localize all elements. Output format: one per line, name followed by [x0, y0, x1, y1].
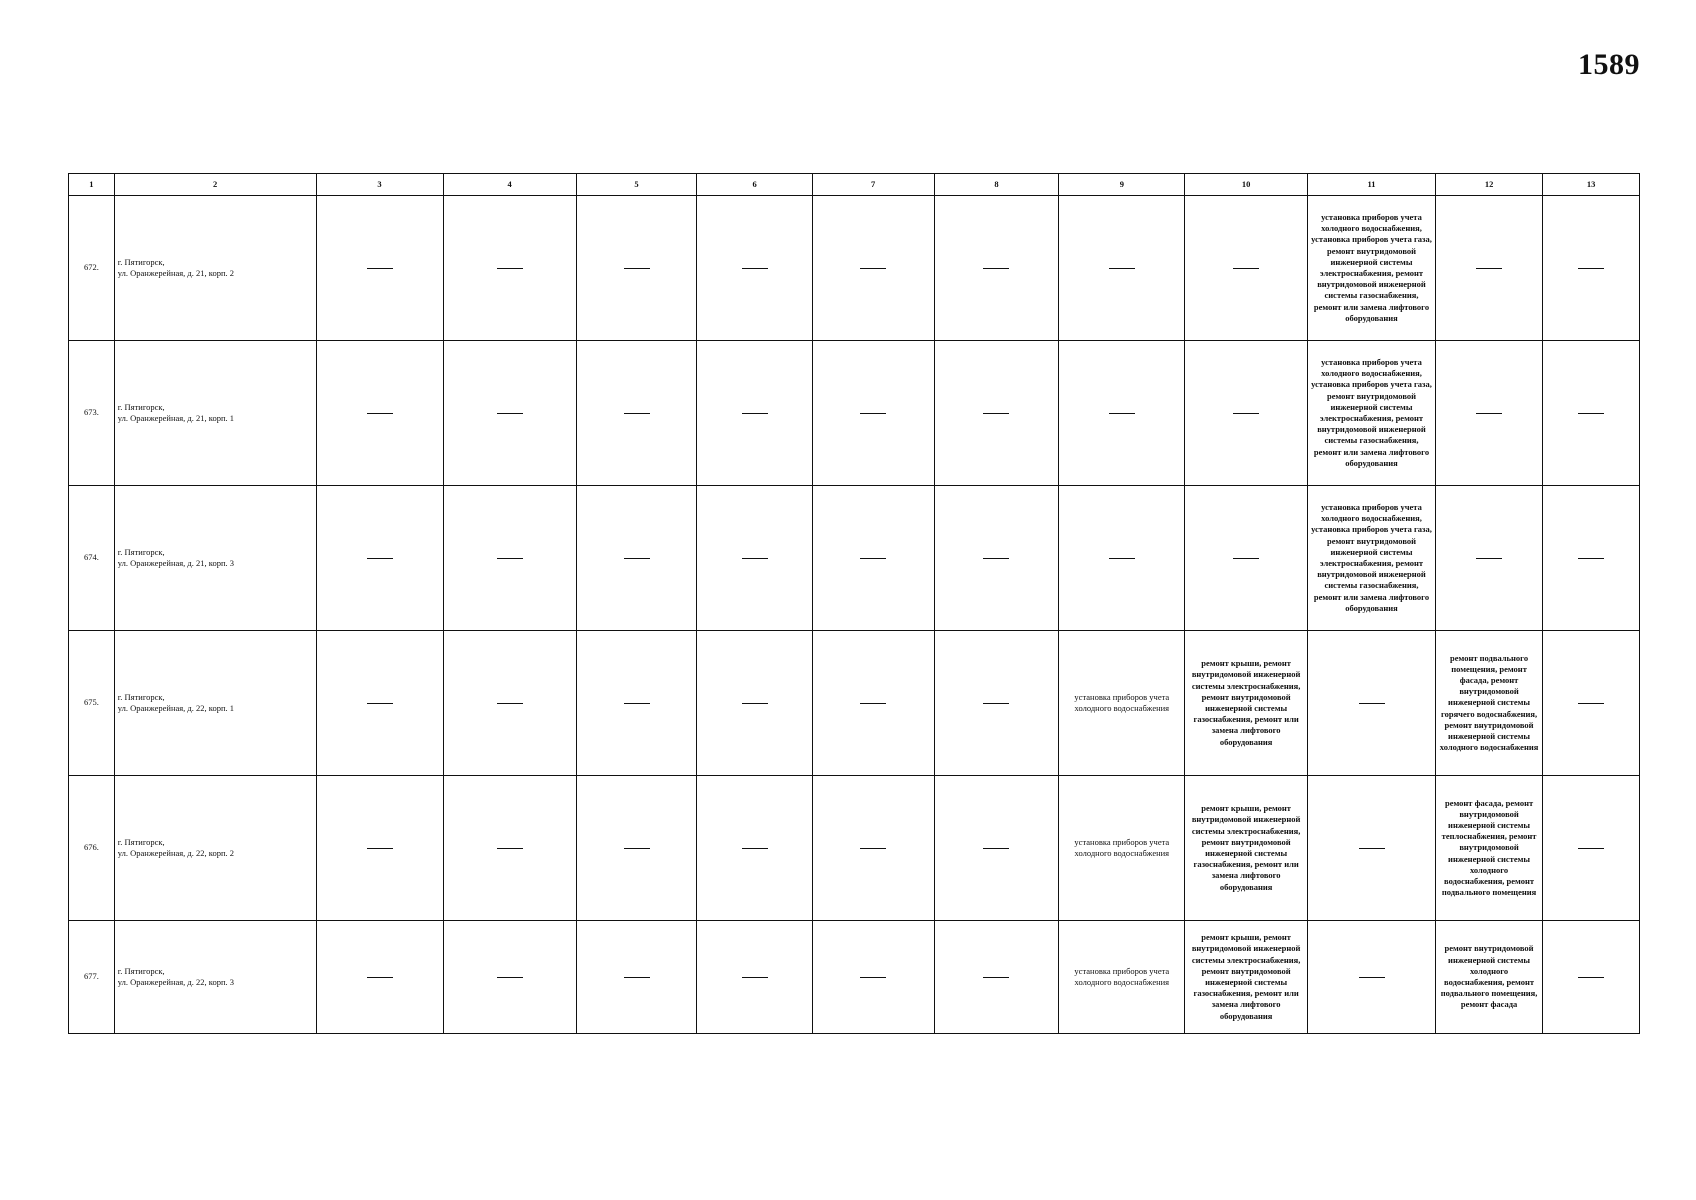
empty-cell: [934, 776, 1059, 921]
column-header: 13: [1543, 174, 1640, 196]
dash-mark: [497, 413, 523, 415]
empty-cell: [697, 631, 812, 776]
row-number-cell: [69, 631, 115, 776]
empty-cell: [1059, 486, 1185, 631]
col11-cell: [1308, 341, 1436, 486]
empty-cell: [697, 486, 812, 631]
dash-mark: [742, 413, 768, 415]
col10-text: ремонт крыши, ремонт внутридомовой инженерной системы электроснабжения, ремонт внутридомовой инженерной системы газоснабжения, ремонт или замена лифтового оборудования: [1191, 803, 1301, 892]
dash-mark: [497, 977, 523, 979]
empty-cell: [443, 196, 576, 341]
table-row: [69, 921, 1640, 1034]
empty-cell: [443, 341, 576, 486]
empty-cell: [1435, 196, 1542, 341]
row-number: 674.: [83, 552, 99, 563]
dash-mark: [983, 558, 1009, 560]
dash-mark: [1578, 848, 1604, 850]
repair-program-table: [68, 173, 1640, 1034]
address-cell: [114, 776, 316, 921]
empty-cell: [1543, 486, 1640, 631]
dash-mark: [983, 977, 1009, 979]
dash-mark: [367, 703, 393, 705]
empty-cell: [316, 196, 443, 341]
empty-cell: [1543, 776, 1640, 921]
empty-cell: [316, 631, 443, 776]
empty-cell: [576, 921, 697, 1034]
dash-mark: [860, 558, 886, 560]
column-header: 8: [934, 174, 1059, 196]
column-header: 3: [316, 174, 443, 196]
row-number-cell: [69, 921, 115, 1034]
column-header: 5: [576, 174, 697, 196]
address-line: ул. Оранжерейная, д. 22, корп. 3: [117, 977, 235, 987]
col9-text: установка приборов учета холодного водоснабжения: [1074, 965, 1170, 987]
address-cell: [114, 486, 316, 631]
dash-mark: [624, 703, 650, 705]
col11-text: установка приборов учета холодного водоснабжения, установка приборов учета газа, ремонт внутридомовой инженерной системы электроснабжения, ремонт внутридомовой инженерной системы газоснабжения, ремонт или замена лифтового оборудования: [1311, 356, 1432, 468]
address-line: г. Пятигорск,: [117, 401, 165, 412]
address-line: г. Пятигорск,: [117, 546, 165, 557]
col9-text: установка приборов учета холодного водоснабжения: [1074, 691, 1170, 713]
dash-mark: [497, 703, 523, 705]
empty-cell: [1308, 921, 1436, 1034]
column-header: 12: [1435, 174, 1542, 196]
empty-cell: [576, 341, 697, 486]
col10-text: ремонт крыши, ремонт внутридомовой инженерной системы электроснабжения, ремонт внутридомовой инженерной системы газоснабжения, ремонт или замена лифтового оборудования: [1191, 932, 1301, 1021]
dash-mark: [742, 977, 768, 979]
address-cell: [114, 196, 316, 341]
address-line: г. Пятигорск,: [117, 965, 165, 976]
empty-cell: [1543, 341, 1640, 486]
col12-cell: [1435, 921, 1542, 1034]
empty-cell: [1308, 776, 1436, 921]
empty-cell: [812, 776, 934, 921]
row-number: 676.: [83, 842, 99, 853]
dash-mark: [860, 703, 886, 705]
column-header: 6: [697, 174, 812, 196]
col12-text: ремонт подвального помещения, ремонт фасада, ремонт внутридомовой инженерной системы горячего водоснабжения, ремонт внутридомовой инженерной системы холодного водоснабжения: [1439, 652, 1539, 753]
dash-mark: [367, 413, 393, 415]
empty-cell: [697, 196, 812, 341]
dash-mark: [1233, 413, 1259, 415]
row-number: 675.: [83, 697, 99, 708]
address-line: ул. Оранжерейная, д. 21, корп. 3: [117, 558, 235, 568]
address-line: г. Пятигорск,: [117, 691, 165, 702]
dash-mark: [1578, 268, 1604, 270]
column-header: 11: [1308, 174, 1436, 196]
col10-cell: [1185, 776, 1308, 921]
dash-mark: [983, 703, 1009, 705]
dash-mark: [1233, 558, 1259, 560]
row-number-cell: [69, 776, 115, 921]
row-number: 672.: [83, 262, 99, 273]
address-line: г. Пятигорск,: [117, 836, 165, 847]
empty-cell: [1059, 196, 1185, 341]
dash-mark: [1578, 703, 1604, 705]
dash-mark: [983, 848, 1009, 850]
empty-cell: [812, 921, 934, 1034]
empty-cell: [1435, 486, 1542, 631]
dash-mark: [1109, 558, 1135, 560]
row-number: 673.: [83, 407, 99, 418]
dash-mark: [367, 558, 393, 560]
empty-cell: [1435, 341, 1542, 486]
col9-cell: [1059, 921, 1185, 1034]
table-row: [69, 486, 1640, 631]
empty-cell: [1185, 196, 1308, 341]
empty-cell: [443, 631, 576, 776]
empty-cell: [576, 486, 697, 631]
table-row: [69, 776, 1640, 921]
empty-cell: [934, 196, 1059, 341]
dash-mark: [367, 977, 393, 979]
empty-cell: [1543, 631, 1640, 776]
column-header: 1: [69, 174, 115, 196]
address-line: ул. Оранжерейная, д. 21, корп. 1: [117, 413, 235, 423]
table-row: [69, 196, 1640, 341]
page-number: 1589: [1578, 48, 1640, 81]
row-number-cell: [69, 196, 115, 341]
address-line: г. Пятигорск,: [117, 256, 165, 267]
col11-text: установка приборов учета холодного водоснабжения, установка приборов учета газа, ремонт внутридомовой инженерной системы электроснабжения, ремонт внутридомовой инженерной системы газоснабжения, ремонт или замена лифтового оборудования: [1311, 501, 1432, 613]
empty-cell: [1185, 341, 1308, 486]
dash-mark: [742, 268, 768, 270]
empty-cell: [934, 486, 1059, 631]
empty-cell: [316, 921, 443, 1034]
row-number-cell: [69, 341, 115, 486]
dash-mark: [1578, 977, 1604, 979]
column-header: 10: [1185, 174, 1308, 196]
empty-cell: [316, 341, 443, 486]
dash-mark: [742, 848, 768, 850]
col11-cell: [1308, 486, 1436, 631]
dash-mark: [1476, 268, 1502, 270]
col12-text: ремонт внутридомовой инженерной системы холодного водоснабжения, ремонт подвального помещения, ремонт фасада: [1440, 943, 1538, 1010]
empty-cell: [1543, 196, 1640, 341]
empty-cell: [1543, 921, 1640, 1034]
dash-mark: [742, 558, 768, 560]
dash-mark: [624, 268, 650, 270]
column-number-header-row: [69, 174, 1640, 196]
col11-cell: [1308, 196, 1436, 341]
dash-mark: [367, 268, 393, 270]
address-line: ул. Оранжерейная, д. 22, корп. 1: [117, 703, 235, 713]
col9-text: установка приборов учета холодного водоснабжения: [1074, 836, 1170, 858]
table-row: [69, 631, 1640, 776]
empty-cell: [697, 776, 812, 921]
dash-mark: [367, 848, 393, 850]
empty-cell: [576, 776, 697, 921]
col10-cell: [1185, 921, 1308, 1034]
empty-cell: [812, 631, 934, 776]
dash-mark: [1233, 268, 1259, 270]
empty-cell: [1059, 341, 1185, 486]
empty-cell: [812, 486, 934, 631]
dash-mark: [1109, 268, 1135, 270]
col9-cell: [1059, 631, 1185, 776]
empty-cell: [934, 341, 1059, 486]
row-number-cell: [69, 486, 115, 631]
col9-cell: [1059, 776, 1185, 921]
address-cell: [114, 921, 316, 1034]
col11-text: установка приборов учета холодного водоснабжения, установка приборов учета газа, ремонт внутридомовой инженерной системы электроснабжения, ремонт внутридомовой инженерной системы газоснабжения, ремонт или замена лифтового оборудования: [1311, 211, 1432, 323]
dash-mark: [1578, 413, 1604, 415]
dash-mark: [983, 268, 1009, 270]
column-header: 9: [1059, 174, 1185, 196]
dash-mark: [624, 848, 650, 850]
empty-cell: [576, 631, 697, 776]
row-number: 677.: [83, 971, 99, 982]
empty-cell: [697, 921, 812, 1034]
address-cell: [114, 631, 316, 776]
address-line: ул. Оранжерейная, д. 21, корп. 2: [117, 268, 235, 278]
dash-mark: [624, 977, 650, 979]
address-line: ул. Оранжерейная, д. 22, корп. 2: [117, 848, 235, 858]
dash-mark: [742, 703, 768, 705]
dash-mark: [1476, 413, 1502, 415]
dash-mark: [1359, 848, 1385, 850]
empty-cell: [443, 486, 576, 631]
dash-mark: [983, 413, 1009, 415]
dash-mark: [1578, 558, 1604, 560]
empty-cell: [316, 776, 443, 921]
empty-cell: [1185, 486, 1308, 631]
column-header: 7: [812, 174, 934, 196]
empty-cell: [812, 196, 934, 341]
empty-cell: [934, 921, 1059, 1034]
col10-text: ремонт крыши, ремонт внутридомовой инженерной системы электроснабжения, ремонт внутридомовой инженерной системы газоснабжения, ремонт или замена лифтового оборудования: [1191, 658, 1301, 747]
empty-cell: [934, 631, 1059, 776]
dash-mark: [497, 848, 523, 850]
empty-cell: [812, 341, 934, 486]
dash-mark: [1359, 703, 1385, 705]
empty-cell: [316, 486, 443, 631]
dash-mark: [497, 558, 523, 560]
dash-mark: [860, 413, 886, 415]
dash-mark: [497, 268, 523, 270]
dash-mark: [860, 977, 886, 979]
col12-text: ремонт фасада, ремонт внутридомовой инженерной системы теплоснабжения, ремонт внутридомовой инженерной системы холодного водоснабжения, ремонт подвального помещения: [1441, 797, 1537, 898]
dash-mark: [1476, 558, 1502, 560]
empty-cell: [576, 196, 697, 341]
dash-mark: [860, 848, 886, 850]
col12-cell: [1435, 776, 1542, 921]
col10-cell: [1185, 631, 1308, 776]
empty-cell: [697, 341, 812, 486]
empty-cell: [443, 921, 576, 1034]
dash-mark: [624, 558, 650, 560]
column-header: 4: [443, 174, 576, 196]
empty-cell: [443, 776, 576, 921]
table-body: [69, 196, 1640, 1034]
empty-cell: [1308, 631, 1436, 776]
dash-mark: [1359, 977, 1385, 979]
col12-cell: [1435, 631, 1542, 776]
dash-mark: [1109, 413, 1135, 415]
table-row: [69, 341, 1640, 486]
dash-mark: [860, 268, 886, 270]
address-cell: [114, 341, 316, 486]
dash-mark: [624, 413, 650, 415]
column-header: 2: [114, 174, 316, 196]
